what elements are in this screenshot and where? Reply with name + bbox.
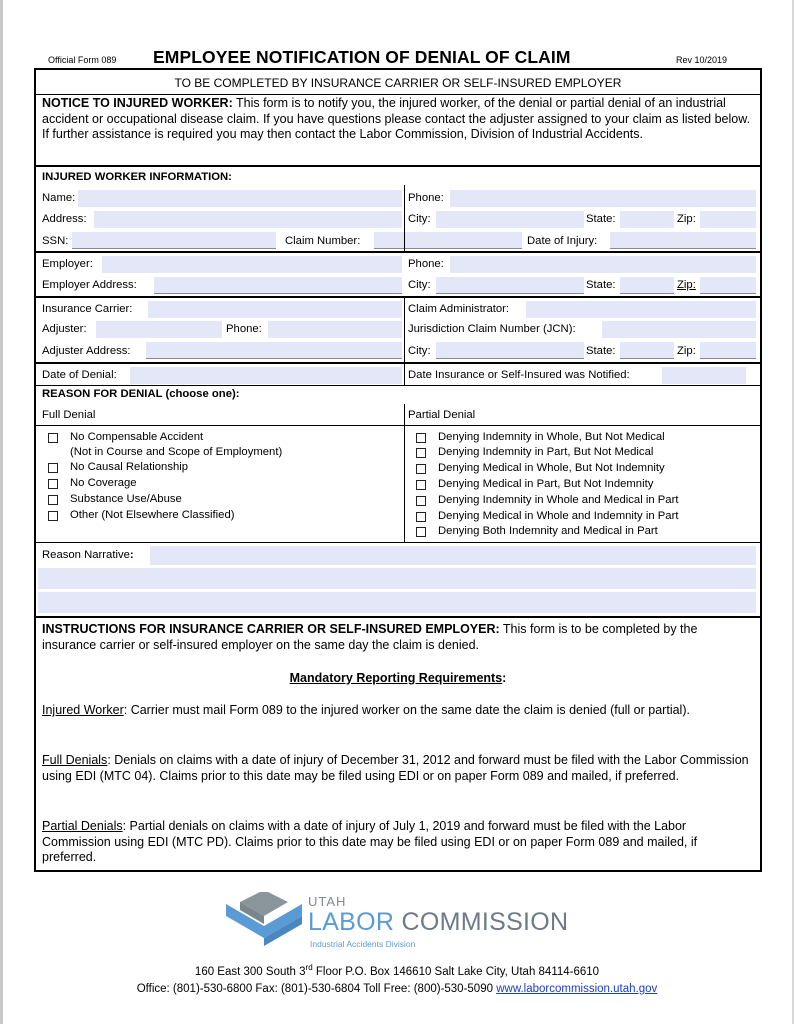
divider <box>36 165 760 167</box>
worker-city-label: City: <box>408 213 431 225</box>
date-notified-label: Date Insurance or Self-Insured was Notified: <box>408 369 630 381</box>
partial-option-label: Denying Both Indemnity and Medical in Part <box>438 525 658 537</box>
partial-denial-label: Partial Denial <box>408 409 476 421</box>
ssn-label: SSN: <box>42 235 69 247</box>
notice-paragraph <box>42 96 754 143</box>
name-field[interactable] <box>78 190 402 207</box>
full-option-label: No Compensable Accident <box>70 431 204 443</box>
worker-state-field[interactable] <box>620 211 674 228</box>
adjuster-state-label: State: <box>586 345 616 357</box>
worker-city-field[interactable] <box>436 211 584 228</box>
adjuster-address-label: Adjuster Address: <box>42 345 131 357</box>
checkbox[interactable] <box>416 496 426 506</box>
footer-address: 160 East 300 South 3rd Floor P.O. Box 146610 Salt Lake City, Utah 84114-6610 <box>194 963 600 978</box>
date-notified-field[interactable] <box>662 367 746 384</box>
footer-contacts: Office: (801)-530-6800 Fax: (801)-530-6804 Toll Free: (800)-530-5090 www.laborcommission.utah.gov <box>136 983 658 995</box>
employer-address-field[interactable] <box>154 277 402 294</box>
divider <box>36 296 760 298</box>
logo-name: LABOR COMMISSION <box>308 908 569 936</box>
employer-city-label: City: <box>408 279 431 291</box>
checkbox[interactable] <box>416 527 426 537</box>
date-of-injury-label: Date of Injury: <box>527 235 598 247</box>
divider <box>36 425 760 426</box>
reason-narrative-field-line3[interactable] <box>38 592 756 613</box>
page-edge <box>0 0 3 1024</box>
checkbox[interactable] <box>48 479 58 489</box>
instructions-heading: INSTRUCTIONS FOR INSURANCE CARRIER OR SELF-INSURED EMPLOYER: <box>42 622 500 636</box>
jcn-field[interactable] <box>602 321 756 338</box>
employer-field[interactable] <box>102 256 402 273</box>
claim-number-field[interactable] <box>374 232 522 249</box>
full-option-label: No Causal Relationship <box>70 461 189 473</box>
adjuster-zip-label: Zip: <box>677 345 696 357</box>
worker-phone-label: Phone: <box>408 192 444 204</box>
divider <box>36 542 760 543</box>
form-header <box>34 46 762 68</box>
mandatory-heading: Mandatory Reporting Requirements: <box>289 671 507 685</box>
adjuster-address-field[interactable] <box>146 342 402 359</box>
date-of-injury-field[interactable] <box>610 232 756 249</box>
logo-mark-icon <box>224 892 304 950</box>
checkbox[interactable] <box>416 433 426 443</box>
worker-state-label: State: <box>586 213 616 225</box>
claim-admin-label: Claim Administrator: <box>408 303 510 315</box>
partial-option-label: Denying Medical in Part, But Not Indemnity <box>438 478 654 490</box>
address-field[interactable] <box>94 211 402 228</box>
form-number: Official Form 089 <box>48 55 117 65</box>
form-revision: Rev 10/2019 <box>676 55 728 65</box>
name-label: Name: <box>42 192 76 204</box>
adjuster-phone-field[interactable] <box>268 321 402 338</box>
partial-option-label: Denying Medical in Whole and Indemnity in Part <box>438 510 679 522</box>
divider <box>36 385 760 386</box>
worker-zip-label: Zip: <box>677 213 696 225</box>
partial-denials-instruction: Partial Denials: Partial denials on claims with a date of injury of July 1, 2019 and forward must be filed with the Labor Commission using EDI (MTC PD). Claims prior to this date may be filed using EDI or on paper Form 089 and mailed, if preferred. <box>42 819 698 864</box>
checkbox[interactable] <box>48 495 58 505</box>
divider <box>36 362 760 364</box>
reason-narrative-label: Reason Narrative: <box>42 549 134 561</box>
adjuster-state-field[interactable] <box>620 342 674 359</box>
date-of-denial-field[interactable] <box>130 367 402 384</box>
jcn-label: Jurisdiction Claim Number (JCN): <box>408 323 576 335</box>
employer-city-field[interactable] <box>436 277 584 294</box>
insurance-carrier-label: Insurance Carrier: <box>42 303 133 315</box>
checkbox[interactable] <box>416 512 426 522</box>
partial-option-label: Denying Indemnity in Whole and Medical in Part <box>438 494 679 506</box>
divider <box>36 616 760 618</box>
claim-number-label: Claim Number: <box>285 235 361 247</box>
worker-section-heading: INJURED WORKER INFORMATION: <box>42 171 232 183</box>
full-option-label: Other (Not Elsewhere Classified) <box>70 509 235 521</box>
column-divider <box>404 185 405 251</box>
date-of-denial-label: Date of Denial: <box>42 369 117 381</box>
instructions-intro: INSTRUCTIONS FOR INSURANCE CARRIER OR SELF-INSURED EMPLOYER: This form is to be completed by the insurance carrier or self-insured employer on the same day the claim is denied. <box>42 622 698 652</box>
form-frame: TO BE COMPLETED BY INSURANCE CARRIER OR SELF-INSURED EMPLOYER NOTICE TO INJURED WORKER: This form is to notify you, the injured worker, of the denial or partial denial of an industrial accident or occupational disease claim. If you have questions please contact the adjuster assigned to your claim as listed below. If further assistance is required you may then contact the Labor Commission, Division of Industrial Accidents. INJURED WORKER INFORMATION: Name: Phone: Address: City: State: Zip: SSN: Claim Number: Date of Injury: Employer: Phone: Employer Address: City: State: Zip: Insurance Carrier: Claim Administrator: Adjuster: Phone: Jurisdiction Claim Number (JCN): Adjuster Address: City: State: Zip: Date of Denial: Date Insurance or Self-Insured was Notified: REASON FOR DENIAL (choose one): Full Denial Partial Denial No Compensable Accident (Not in Course and Scope of Employment) No Causal Relationship No Coverage Substance Use/Abuse Other (Not Elsewhere Classified) Denying Indemnity in Whole, But Not Medical Denying Indemnity in Part, But Not Medical Denying Medical in Whole, But Not Indemnity Denying Medical in Part, But Not Indemnity Denying Indemnity in Whole and Medical in Part Denying Medical in Whole and Indemnity in Part Denying Both Indemnity and Medical in Part Reason Narrative: INSTRUCTIONS FOR INSURANCE CARRIER OR SELF-INSURED EMPLOYER: This form is to be completed by the insurance carrier or self-insured employer on the same day the claim is denied. Mandatory Reporting Requirements: Injured Worker: Carrier must mail Form 089 to the injured worker on the same date the claim is denied (full or partial). Full Denials: Denials on claims with a date of injury of December 31, 2012 and forward must be filed with the Labor Commission using EDI (MTC 04). Claims prior to this date may be filed using EDI or on paper Form 089 and mailed, if preferred. Partial Denials: Partial denials on claims with a date of injury of July 1, 2019 and forward must be filed with the Labor Commission using EDI (MTC PD). Claims prior to this date may be filed using EDI or on paper Form 089 and mailed, if preferred. <box>34 68 762 872</box>
partial-option-label: Denying Indemnity in Whole, But Not Medical <box>438 431 665 443</box>
partial-option-label: Denying Medical in Whole, But Not Indemnity <box>438 462 665 474</box>
checkbox[interactable] <box>416 448 426 458</box>
adjuster-zip-field[interactable] <box>700 342 756 359</box>
checkbox[interactable] <box>48 463 58 473</box>
adjuster-label: Adjuster: <box>42 323 87 335</box>
employer-zip-label: Zip: <box>677 279 696 291</box>
employer-phone-field[interactable] <box>450 256 756 273</box>
employer-address-label: Employer Address: <box>42 279 137 291</box>
employer-state-label: State: <box>586 279 616 291</box>
checkbox[interactable] <box>416 464 426 474</box>
reason-narrative-field-line2[interactable] <box>38 568 756 589</box>
column-divider <box>404 404 405 542</box>
full-denials-instruction: Full Denials: Denials on claims with a date of injury of December 31, 2012 and forward must be filed with the Labor Commission using EDI (MTC 04). Claims prior to this date may be filed using EDI or on paper Form 089 and mailed, if preferred. <box>42 753 749 783</box>
full-denial-label: Full Denial <box>42 409 96 421</box>
checkbox[interactable] <box>416 480 426 490</box>
employer-label: Employer: <box>42 258 93 270</box>
website-link[interactable]: www.laborcommission.utah.gov <box>496 983 658 995</box>
ssn-field[interactable] <box>72 232 276 249</box>
address-label: Address: <box>42 213 87 225</box>
logo-state: UTAH <box>308 894 347 909</box>
reason-narrative-field-line1[interactable] <box>150 546 756 565</box>
adjuster-field[interactable] <box>96 321 222 338</box>
completion-banner: TO BE COMPLETED BY INSURANCE CARRIER OR SELF-INSURED EMPLOYER <box>174 76 622 90</box>
claim-admin-field[interactable] <box>526 301 756 318</box>
adjuster-phone-label: Phone: <box>226 323 262 335</box>
worker-zip-field[interactable] <box>700 211 756 228</box>
notice-text: This form is to notify you, the injured worker, of the denial or partial denial of an industrial accident or occupational disease claim. If you have questions please contact the adjuster assigned to your claim as listed below. If further assistance is required you may then contact the Labor Commission, Division of Industrial Accidents. <box>42 96 751 141</box>
insurance-carrier-field[interactable] <box>148 301 402 318</box>
logo-division: Industrial Accidents Division <box>310 939 416 949</box>
employer-zip-field[interactable] <box>700 277 756 294</box>
full-option-label: Substance Use/Abuse <box>70 493 182 505</box>
notice-heading: NOTICE TO INJURED WORKER: <box>42 96 233 110</box>
column-divider <box>404 296 405 386</box>
employer-state-field[interactable] <box>620 277 674 294</box>
injured-worker-instruction: Injured Worker: Carrier must mail Form 089 to the injured worker on the same date the claim is denied (full or partial). <box>42 703 690 717</box>
full-option-label: No Coverage <box>70 477 137 489</box>
divider <box>36 251 760 253</box>
worker-phone-field[interactable] <box>450 190 756 207</box>
checkbox[interactable] <box>48 511 58 521</box>
employer-phone-label: Phone: <box>408 258 444 270</box>
adjuster-city-field[interactable] <box>436 342 584 359</box>
labor-commission-logo <box>224 892 574 952</box>
partial-option-label: Denying Indemnity in Part, But Not Medical <box>438 446 654 458</box>
form-title: EMPLOYEE NOTIFICATION OF DENIAL OF CLAIM <box>153 47 571 67</box>
divider <box>36 94 760 95</box>
checkbox[interactable] <box>48 433 58 443</box>
adjuster-city-label: City: <box>408 345 431 357</box>
reason-heading: REASON FOR DENIAL (choose one): <box>42 388 240 400</box>
